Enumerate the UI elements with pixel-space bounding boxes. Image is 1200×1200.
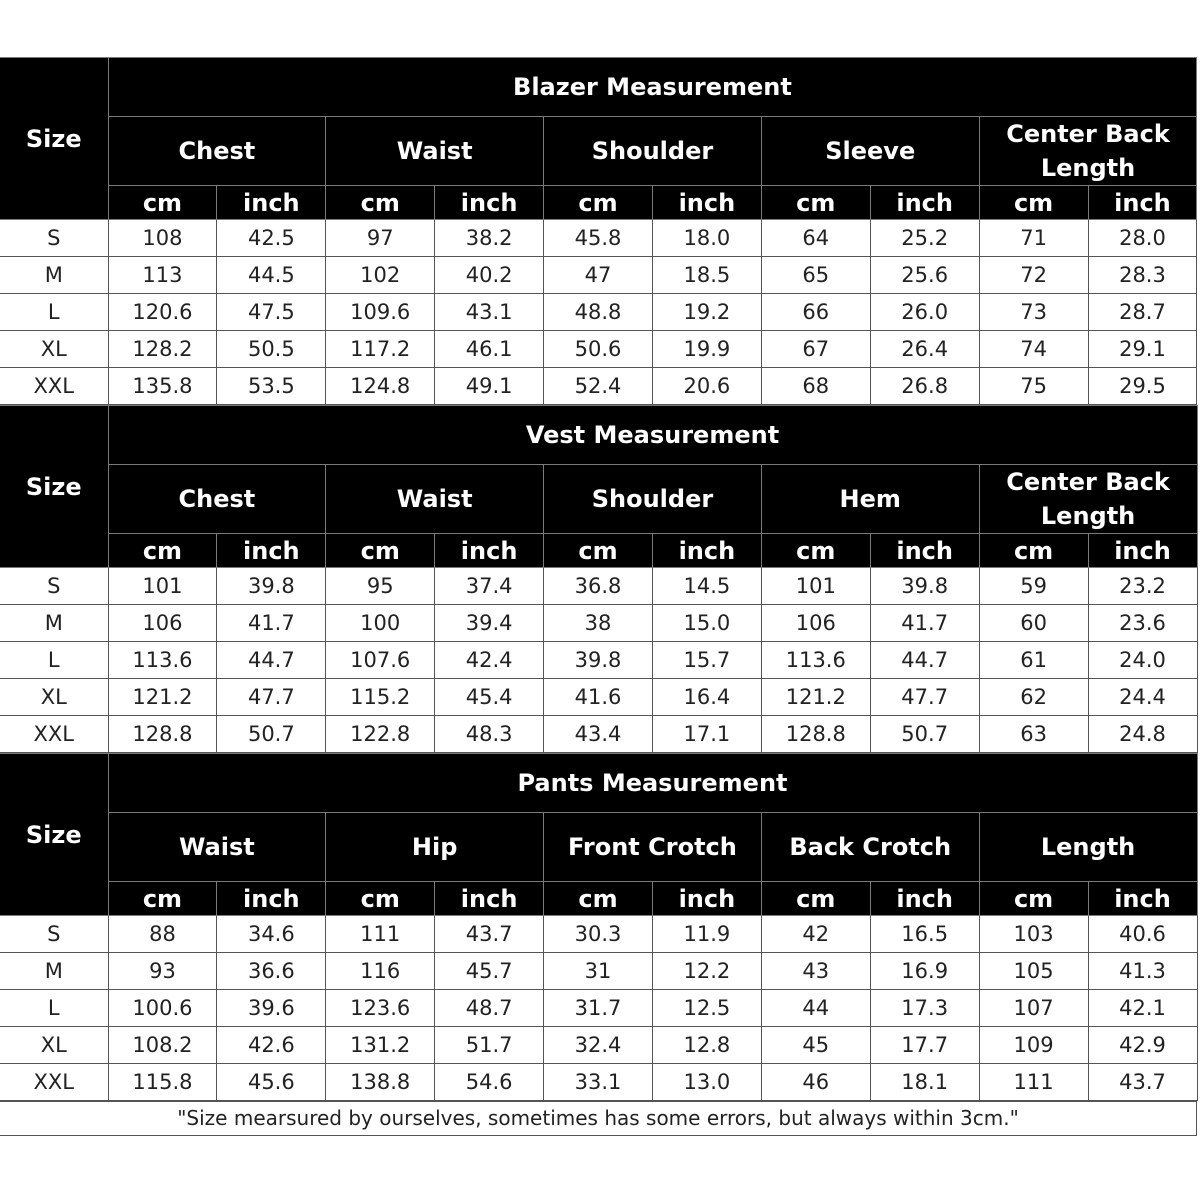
size-chart	[0, 57, 1197, 1136]
unit-inch: inch	[435, 186, 544, 220]
value-cell: 107	[979, 990, 1088, 1027]
unit-cm: cm	[108, 882, 217, 916]
value-cell: 113.6	[761, 642, 870, 679]
value-cell: 105	[979, 953, 1088, 990]
size-cell: M	[0, 605, 108, 642]
unit-cm: cm	[108, 186, 217, 220]
value-cell: 19.9	[652, 331, 761, 368]
value-cell: 68	[761, 368, 870, 405]
value-cell: 16.9	[870, 953, 979, 990]
table-row	[0, 679, 1197, 716]
value-cell: 107.6	[326, 642, 435, 679]
value-cell: 50.7	[217, 716, 326, 753]
value-cell: 33.1	[544, 1064, 653, 1101]
value-cell: 28.7	[1088, 294, 1197, 331]
value-cell: 67	[761, 331, 870, 368]
unit-inch: inch	[870, 186, 979, 220]
value-cell: 123.6	[326, 990, 435, 1027]
unit-inch: inch	[1088, 186, 1197, 220]
value-cell: 25.2	[870, 220, 979, 257]
size-cell: XXL	[0, 716, 108, 753]
table-row	[0, 220, 1197, 257]
unit-cm: cm	[761, 882, 870, 916]
size-header: Size	[0, 58, 108, 220]
value-cell: 124.8	[326, 368, 435, 405]
pants-measurement-table	[0, 753, 1198, 1101]
size-cell: XXL	[0, 368, 108, 405]
value-cell: 44.7	[870, 642, 979, 679]
value-cell: 12.8	[652, 1027, 761, 1064]
value-cell: 39.8	[870, 568, 979, 605]
value-cell: 31.7	[544, 990, 653, 1027]
value-cell: 41.7	[870, 605, 979, 642]
header-back-crotch: Back Crotch	[761, 813, 979, 882]
value-cell: 103	[979, 916, 1088, 953]
value-cell: 46	[761, 1064, 870, 1101]
value-cell: 26.8	[870, 368, 979, 405]
value-cell: 42.1	[1088, 990, 1197, 1027]
header-sleeve: Sleeve	[761, 117, 979, 186]
size-header: Size	[0, 406, 108, 568]
value-cell: 17.1	[652, 716, 761, 753]
unit-cm: cm	[326, 882, 435, 916]
unit-inch: inch	[1088, 882, 1197, 916]
unit-cm: cm	[326, 186, 435, 220]
value-cell: 120.6	[108, 294, 217, 331]
value-cell: 93	[108, 953, 217, 990]
header-waist: Waist	[326, 117, 544, 186]
value-cell: 12.5	[652, 990, 761, 1027]
value-cell: 45.6	[217, 1064, 326, 1101]
table-row	[0, 642, 1197, 679]
size-cell: XL	[0, 1027, 108, 1064]
value-cell: 54.6	[435, 1064, 544, 1101]
value-cell: 101	[761, 568, 870, 605]
table-row	[0, 716, 1197, 753]
value-cell: 115.2	[326, 679, 435, 716]
value-cell: 75	[979, 368, 1088, 405]
size-cell: M	[0, 953, 108, 990]
value-cell: 42	[761, 916, 870, 953]
unit-cm: cm	[761, 186, 870, 220]
unit-inch: inch	[870, 534, 979, 568]
header-hip: Hip	[326, 813, 544, 882]
header-shoulder: Shoulder	[544, 465, 762, 534]
value-cell: 111	[979, 1064, 1088, 1101]
value-cell: 42.5	[217, 220, 326, 257]
value-cell: 14.5	[652, 568, 761, 605]
value-cell: 26.4	[870, 331, 979, 368]
table-row	[0, 1027, 1197, 1064]
value-cell: 113	[108, 257, 217, 294]
value-cell: 106	[761, 605, 870, 642]
value-cell: 50.5	[217, 331, 326, 368]
value-cell: 46.1	[435, 331, 544, 368]
header-waist: Waist	[108, 813, 326, 882]
value-cell: 39.6	[217, 990, 326, 1027]
size-header: Size	[0, 754, 108, 916]
value-cell: 17.7	[870, 1027, 979, 1064]
value-cell: 19.2	[652, 294, 761, 331]
value-cell: 44.7	[217, 642, 326, 679]
value-cell: 44.5	[217, 257, 326, 294]
table-row	[0, 990, 1197, 1027]
size-cell: S	[0, 916, 108, 953]
value-cell: 128.8	[761, 716, 870, 753]
value-cell: 50.6	[544, 331, 653, 368]
value-cell: 37.4	[435, 568, 544, 605]
value-cell: 71	[979, 220, 1088, 257]
section-title: Blazer Measurement	[108, 58, 1197, 117]
value-cell: 41.7	[217, 605, 326, 642]
value-cell: 61	[979, 642, 1088, 679]
value-cell: 23.6	[1088, 605, 1197, 642]
value-cell: 17.3	[870, 990, 979, 1027]
table-row	[0, 916, 1197, 953]
value-cell: 59	[979, 568, 1088, 605]
value-cell: 12.2	[652, 953, 761, 990]
unit-inch: inch	[217, 186, 326, 220]
value-cell: 117.2	[326, 331, 435, 368]
value-cell: 45	[761, 1027, 870, 1064]
value-cell: 43.4	[544, 716, 653, 753]
value-cell: 115.8	[108, 1064, 217, 1101]
value-cell: 52.4	[544, 368, 653, 405]
value-cell: 53.5	[217, 368, 326, 405]
value-cell: 109	[979, 1027, 1088, 1064]
value-cell: 73	[979, 294, 1088, 331]
value-cell: 42.6	[217, 1027, 326, 1064]
value-cell: 47.7	[217, 679, 326, 716]
value-cell: 43.7	[1088, 1064, 1197, 1101]
unit-cm: cm	[108, 534, 217, 568]
unit-cm: cm	[544, 186, 653, 220]
unit-inch: inch	[652, 882, 761, 916]
table-row	[0, 605, 1197, 642]
unit-cm: cm	[979, 882, 1088, 916]
value-cell: 24.0	[1088, 642, 1197, 679]
value-cell: 32.4	[544, 1027, 653, 1064]
value-cell: 128.8	[108, 716, 217, 753]
value-cell: 64	[761, 220, 870, 257]
value-cell: 38.2	[435, 220, 544, 257]
value-cell: 43.7	[435, 916, 544, 953]
value-cell: 50.7	[870, 716, 979, 753]
value-cell: 43	[761, 953, 870, 990]
section-title: Vest Measurement	[108, 406, 1197, 465]
value-cell: 100.6	[108, 990, 217, 1027]
value-cell: 24.8	[1088, 716, 1197, 753]
measurement-sections	[0, 57, 1197, 1101]
value-cell: 15.0	[652, 605, 761, 642]
value-cell: 42.9	[1088, 1027, 1197, 1064]
size-cell: XL	[0, 679, 108, 716]
header-chest: Chest	[108, 465, 326, 534]
value-cell: 39.4	[435, 605, 544, 642]
size-cell: L	[0, 990, 108, 1027]
vest-measurement-table	[0, 405, 1198, 753]
value-cell: 24.4	[1088, 679, 1197, 716]
value-cell: 62	[979, 679, 1088, 716]
size-cell: M	[0, 257, 108, 294]
value-cell: 44	[761, 990, 870, 1027]
value-cell: 18.1	[870, 1064, 979, 1101]
size-note: "Size mearsured by ourselves, sometimes has some errors, but always within 3cm."	[0, 1101, 1197, 1136]
value-cell: 45.4	[435, 679, 544, 716]
value-cell: 72	[979, 257, 1088, 294]
unit-inch: inch	[652, 534, 761, 568]
value-cell: 39.8	[217, 568, 326, 605]
header-shoulder: Shoulder	[544, 117, 762, 186]
value-cell: 49.1	[435, 368, 544, 405]
header-center-back-length: Center Back Length	[979, 117, 1197, 186]
value-cell: 13.0	[652, 1064, 761, 1101]
size-cell: XL	[0, 331, 108, 368]
value-cell: 116	[326, 953, 435, 990]
value-cell: 122.8	[326, 716, 435, 753]
value-cell: 34.6	[217, 916, 326, 953]
value-cell: 25.6	[870, 257, 979, 294]
value-cell: 36.8	[544, 568, 653, 605]
value-cell: 41.6	[544, 679, 653, 716]
value-cell: 16.4	[652, 679, 761, 716]
value-cell: 63	[979, 716, 1088, 753]
table-row	[0, 368, 1197, 405]
unit-inch: inch	[217, 882, 326, 916]
value-cell: 74	[979, 331, 1088, 368]
unit-cm: cm	[326, 534, 435, 568]
value-cell: 128.2	[108, 331, 217, 368]
value-cell: 47	[544, 257, 653, 294]
value-cell: 26.0	[870, 294, 979, 331]
value-cell: 29.5	[1088, 368, 1197, 405]
table-row	[0, 1064, 1197, 1101]
value-cell: 109.6	[326, 294, 435, 331]
size-cell: S	[0, 220, 108, 257]
value-cell: 101	[108, 568, 217, 605]
value-cell: 30.3	[544, 916, 653, 953]
value-cell: 48.8	[544, 294, 653, 331]
value-cell: 60	[979, 605, 1088, 642]
size-cell: S	[0, 568, 108, 605]
value-cell: 36.6	[217, 953, 326, 990]
table-row	[0, 568, 1197, 605]
value-cell: 42.4	[435, 642, 544, 679]
value-cell: 40.2	[435, 257, 544, 294]
value-cell: 28.3	[1088, 257, 1197, 294]
unit-cm: cm	[544, 882, 653, 916]
value-cell: 18.0	[652, 220, 761, 257]
unit-cm: cm	[979, 186, 1088, 220]
unit-inch: inch	[652, 186, 761, 220]
value-cell: 88	[108, 916, 217, 953]
unit-inch: inch	[435, 882, 544, 916]
value-cell: 100	[326, 605, 435, 642]
value-cell: 95	[326, 568, 435, 605]
value-cell: 43.1	[435, 294, 544, 331]
table-row	[0, 294, 1197, 331]
header-front-crotch: Front Crotch	[544, 813, 762, 882]
unit-cm: cm	[761, 534, 870, 568]
value-cell: 121.2	[761, 679, 870, 716]
header-waist: Waist	[326, 465, 544, 534]
header-center-back-length: Center Back Length	[979, 465, 1197, 534]
table-row	[0, 257, 1197, 294]
header-chest: Chest	[108, 117, 326, 186]
header-length: Length	[979, 813, 1197, 882]
unit-inch: inch	[435, 534, 544, 568]
value-cell: 113.6	[108, 642, 217, 679]
unit-inch: inch	[870, 882, 979, 916]
value-cell: 106	[108, 605, 217, 642]
value-cell: 111	[326, 916, 435, 953]
unit-cm: cm	[544, 534, 653, 568]
value-cell: 38	[544, 605, 653, 642]
value-cell: 20.6	[652, 368, 761, 405]
value-cell: 135.8	[108, 368, 217, 405]
value-cell: 102	[326, 257, 435, 294]
size-cell: L	[0, 294, 108, 331]
value-cell: 31	[544, 953, 653, 990]
value-cell: 48.3	[435, 716, 544, 753]
unit-inch: inch	[217, 534, 326, 568]
size-cell: L	[0, 642, 108, 679]
value-cell: 41.3	[1088, 953, 1197, 990]
value-cell: 45.7	[435, 953, 544, 990]
value-cell: 45.8	[544, 220, 653, 257]
value-cell: 48.7	[435, 990, 544, 1027]
table-row	[0, 953, 1197, 990]
size-cell: XXL	[0, 1064, 108, 1101]
table-row	[0, 331, 1197, 368]
value-cell: 40.6	[1088, 916, 1197, 953]
value-cell: 18.5	[652, 257, 761, 294]
value-cell: 131.2	[326, 1027, 435, 1064]
value-cell: 108.2	[108, 1027, 217, 1064]
value-cell: 16.5	[870, 916, 979, 953]
value-cell: 39.8	[544, 642, 653, 679]
value-cell: 23.2	[1088, 568, 1197, 605]
value-cell: 29.1	[1088, 331, 1197, 368]
blazer-measurement-table	[0, 57, 1197, 405]
value-cell: 28.0	[1088, 220, 1197, 257]
value-cell: 47.5	[217, 294, 326, 331]
value-cell: 51.7	[435, 1027, 544, 1064]
value-cell: 97	[326, 220, 435, 257]
value-cell: 47.7	[870, 679, 979, 716]
value-cell: 108	[108, 220, 217, 257]
value-cell: 15.7	[652, 642, 761, 679]
value-cell: 65	[761, 257, 870, 294]
unit-cm: cm	[979, 534, 1088, 568]
header-hem: Hem	[761, 465, 979, 534]
value-cell: 66	[761, 294, 870, 331]
value-cell: 121.2	[108, 679, 217, 716]
value-cell: 11.9	[652, 916, 761, 953]
value-cell: 138.8	[326, 1064, 435, 1101]
section-title: Pants Measurement	[108, 754, 1197, 813]
unit-inch: inch	[1088, 534, 1197, 568]
